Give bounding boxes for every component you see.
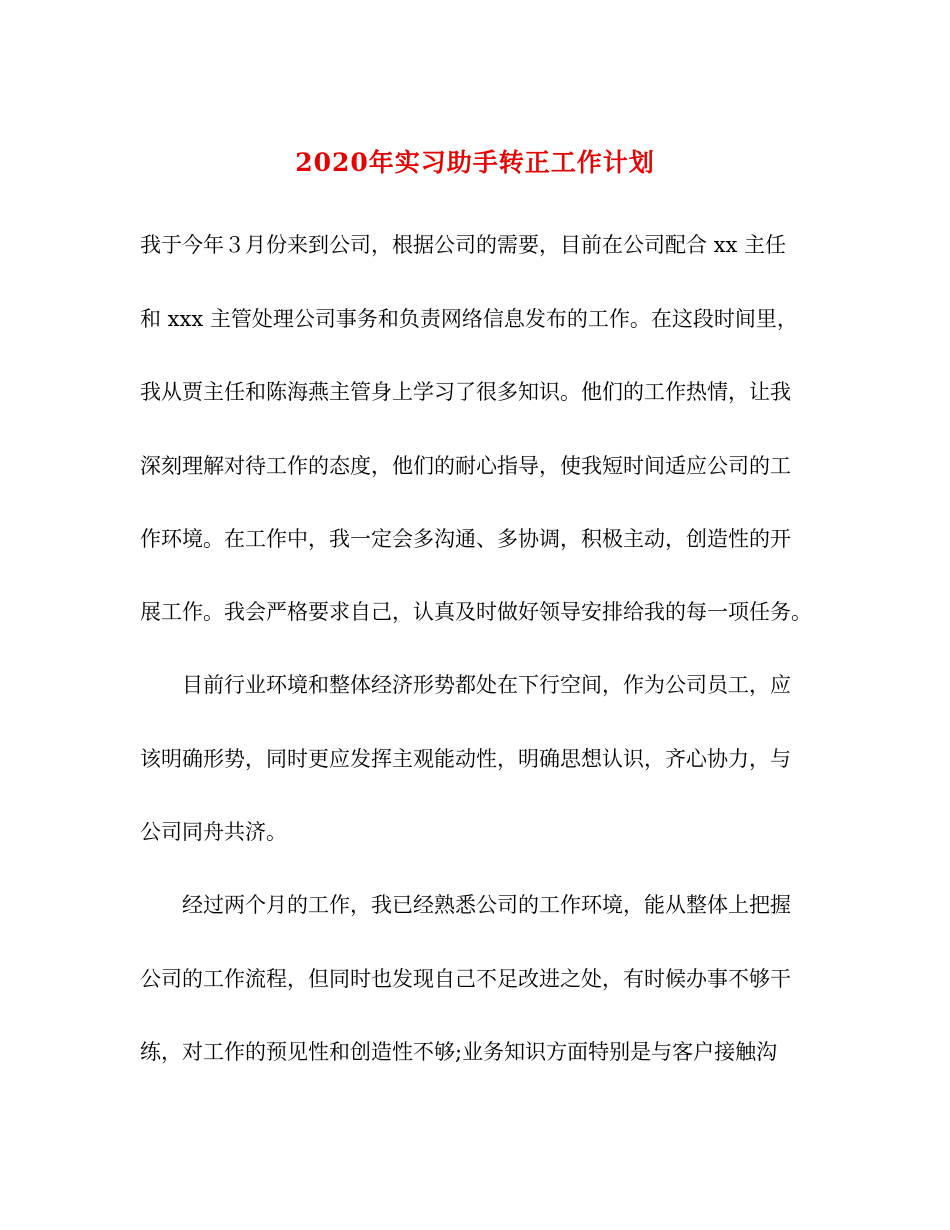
body-line-5: 作环境。在工作中，我一定会多沟通、多协调，积极主动，创造性的开 [140,527,791,551]
body-line-6: 展工作。我会严格要求自己，认真及时做好领导安排给我的每一项任务。 [140,600,812,624]
body-line-2: 和 xxx 主管处理公司事务和负责网络信息发布的工作。在这段时间里， [140,307,798,331]
body-line-4: 深刻理解对待工作的态度，他们的耐心指导，使我短时间适应公司的工 [140,454,791,478]
body-line-10: 经过两个月的工作，我已经熟悉公司的工作环境，能从整体上把握 [182,893,791,917]
body-line-11: 公司的工作流程，但同时也发现自己不足改进之处，有时候办事不够干 [140,967,791,991]
body-line-1: 我于今年３月份来到公司，根据公司的需要，目前在公司配合 xx 主任 [140,233,787,257]
body-line-3: 我从贾主任和陈海燕主管身上学习了很多知识。他们的工作热情，让我 [140,380,791,404]
body-line-7: 目前行业环境和整体经济形势都处在下行空间，作为公司员工，应 [182,673,791,697]
body-line-8: 该明确形势，同时更应发挥主观能动性，明确思想认识，齐心协力，与 [140,747,791,771]
body-line-12: 练，对工作的预见性和创造性不够;业务知识方面特别是与客户接触沟 [140,1040,778,1064]
document-title: 2020年实习助手转正工作计划 [295,148,655,177]
body-line-9: 公司同舟共济。 [140,820,287,844]
